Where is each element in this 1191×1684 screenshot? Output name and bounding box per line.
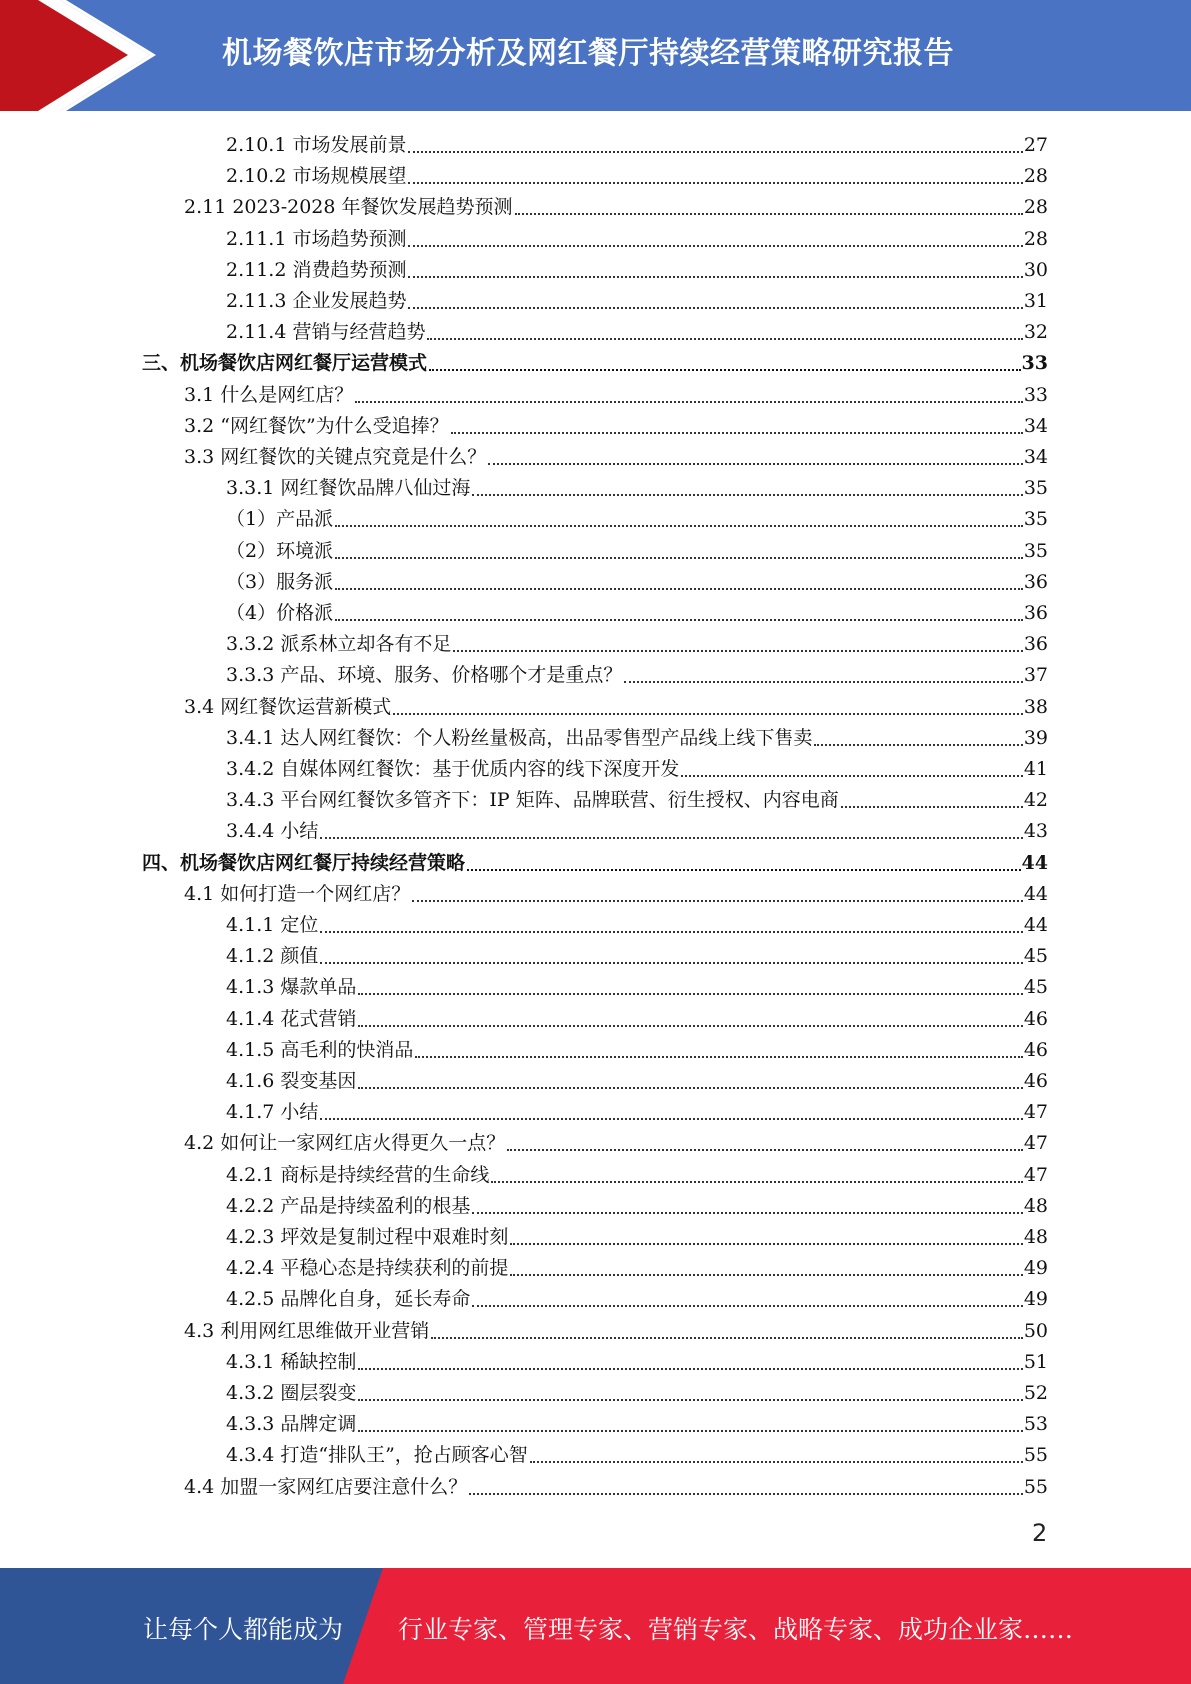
- toc-entry-page: 34: [1023, 446, 1048, 468]
- toc-entry[interactable]: [226, 1249, 1048, 1280]
- toc-entry-page: 33: [1023, 383, 1048, 406]
- toc-entry-title: 4.1 如何打造一个网红店？: [184, 882, 411, 905]
- toc-dot-leader: [320, 836, 1022, 839]
- toc-entry[interactable]: [184, 1124, 1048, 1155]
- toc-entry[interactable]: [184, 1468, 1048, 1499]
- toc-entry-page: 44: [1023, 914, 1048, 936]
- toc-entry-page: 55: [1023, 1444, 1048, 1467]
- toc-entry-title: 4.1.3 爆款单品: [226, 976, 357, 999]
- toc-entry[interactable]: [226, 1436, 1048, 1467]
- toc-entry-title: 4.2 如何让一家网红店火得更久一点？: [184, 1132, 506, 1155]
- toc-entry[interactable]: [226, 781, 1048, 812]
- toc-entry-title: 4.2.5 品牌化自身，延长寿命: [226, 1288, 471, 1311]
- toc-entry-page: 46: [1023, 1038, 1048, 1061]
- toc-entry-title: 2.11.4 营销与经营趋势: [226, 321, 426, 344]
- toc-dot-leader: [408, 244, 1022, 247]
- toc-dot-leader: [415, 1055, 1022, 1058]
- toc-entry[interactable]: [226, 251, 1048, 282]
- toc-entry[interactable]: [226, 1405, 1048, 1436]
- toc-entry[interactable]: [226, 968, 1048, 999]
- toc-entry[interactable]: [184, 376, 1048, 407]
- toc-entry-title: （2）环境派: [226, 539, 334, 562]
- toc-dot-leader: [488, 462, 1023, 465]
- page-header: [0, 0, 1191, 111]
- toc-entry[interactable]: [226, 656, 1048, 687]
- toc-dot-leader: [467, 868, 1021, 871]
- toc-entry[interactable]: [226, 563, 1048, 594]
- toc-entry-page: 46: [1023, 1070, 1048, 1092]
- toc-entry-title: 2.10.1 市场发展前景: [226, 134, 407, 156]
- toc-entry[interactable]: [226, 1374, 1048, 1405]
- toc-entry-title: 4.3.3 品牌定调: [226, 1413, 357, 1436]
- toc-entry[interactable]: [226, 469, 1048, 500]
- toc-entry-page: 48: [1023, 1226, 1048, 1248]
- toc-entry-title: 4.2.3 坪效是复制过程中艰难时刻: [226, 1226, 509, 1248]
- toc-entry-page: 43: [1023, 820, 1048, 843]
- footer-slogan-right: 行业专家、管理专家、营销专家、战略专家、成功企业家……: [398, 1615, 1074, 1644]
- toc-entry[interactable]: [226, 1031, 1048, 1062]
- toc-entry-title: 3.3 网红餐饮的关键点究竟是什么？: [184, 446, 487, 468]
- toc-dot-leader: [320, 930, 1022, 933]
- toc-entry-title: 4.1.4 花式营销: [226, 1007, 357, 1030]
- toc-entry-page: 49: [1023, 1288, 1048, 1311]
- toc-dot-leader: [408, 150, 1022, 153]
- toc-entry-title: 4.2.1 商标是持续经营的生命线: [226, 1163, 490, 1186]
- toc-entry-page: 51: [1023, 1350, 1048, 1373]
- toc-dot-leader: [355, 400, 1023, 403]
- toc-entry[interactable]: [226, 937, 1048, 968]
- toc-entry-title: （1）产品派: [226, 508, 334, 531]
- toc-entry[interactable]: [226, 625, 1048, 656]
- toc-dot-leader: [358, 992, 1022, 995]
- toc-entry-title: 3.3.3 产品、环境、服务、价格哪个才是重点？: [226, 664, 623, 687]
- toc-entry[interactable]: [226, 594, 1048, 625]
- toc-entry-title: 4.2.4 平稳心态是持续获利的前提: [226, 1257, 509, 1280]
- toc-entry[interactable]: [226, 906, 1048, 937]
- toc-entry-title: 4.3 利用网红思维做开业营销: [184, 1319, 430, 1342]
- toc-entry-page: 35: [1023, 539, 1048, 562]
- toc-entry-page: 45: [1023, 976, 1048, 999]
- toc-dot-leader: [453, 649, 1022, 652]
- toc-entry[interactable]: [184, 688, 1048, 719]
- toc-entry[interactable]: [226, 1218, 1048, 1249]
- toc-dot-leader: [320, 1117, 1022, 1120]
- toc-dot-leader: [429, 368, 1021, 371]
- toc-entry[interactable]: [226, 1280, 1048, 1311]
- footer-slogan-left: 让每个人都能成为: [143, 1615, 344, 1644]
- toc-dot-leader: [412, 899, 1023, 902]
- toc-entry-page: 36: [1023, 602, 1048, 624]
- toc-dot-leader: [320, 961, 1022, 964]
- toc-entry-page: 28: [1023, 196, 1048, 219]
- toc-entry-page: 35: [1023, 477, 1048, 500]
- toc-dot-leader: [335, 556, 1023, 559]
- toc-dot-leader: [358, 1398, 1022, 1401]
- toc-entry[interactable]: [226, 1187, 1048, 1218]
- toc-dot-leader: [624, 680, 1022, 683]
- toc-entry-page: 32: [1023, 321, 1048, 344]
- toc-entry-page: 34: [1023, 414, 1048, 437]
- toc-entry-page: 47: [1023, 1101, 1048, 1124]
- toc-entry-page: 44: [1021, 851, 1048, 874]
- toc-dot-leader: [408, 306, 1022, 309]
- toc-entry-page: 28: [1023, 165, 1048, 188]
- toc-entry-title: （4）价格派: [226, 602, 334, 624]
- toc-entry[interactable]: [226, 750, 1048, 781]
- toc-entry-page: 46: [1023, 1007, 1048, 1030]
- toc-dot-leader: [515, 212, 1023, 215]
- toc-entry-title: 2.10.2 市场规模展望: [226, 165, 407, 188]
- toc-entry-page: 36: [1023, 633, 1048, 656]
- toc-entry[interactable]: [226, 282, 1048, 313]
- toc-dot-leader: [358, 1086, 1022, 1089]
- toc-entry-title: 4.1.7 小结: [226, 1101, 319, 1124]
- toc-dot-leader: [451, 431, 1023, 434]
- toc-dot-leader: [358, 1024, 1022, 1027]
- toc-entry[interactable]: [184, 1312, 1048, 1343]
- toc-entry-page: 49: [1023, 1257, 1048, 1280]
- toc-dot-leader: [472, 1304, 1022, 1307]
- toc-entry[interactable]: [226, 126, 1048, 157]
- toc-dot-leader: [491, 1180, 1022, 1183]
- toc-dot-leader: [335, 587, 1023, 590]
- toc-dot-leader: [427, 337, 1022, 340]
- toc-entry[interactable]: [226, 1000, 1048, 1031]
- toc-entry-title: 2.11.2 消费趋势预测: [226, 258, 407, 281]
- toc-entry-title: 3.4.1 达人网红餐饮：个人粉丝量极高，出品零售型产品线上线下售卖: [226, 726, 813, 749]
- toc-entry-title: 3.1 什么是网红店？: [184, 383, 354, 406]
- toc-entry-title: 4.3.4 打造“排队王”，抢占顾客心智: [226, 1444, 528, 1467]
- toc-entry[interactable]: [142, 844, 1048, 875]
- toc-entry[interactable]: [226, 1343, 1048, 1374]
- toc-entry[interactable]: [226, 719, 1048, 750]
- toc-entry-title: 4.1.2 颜值: [226, 945, 319, 968]
- toc-entry-page: 38: [1023, 695, 1048, 718]
- toc-dot-leader: [814, 743, 1022, 746]
- toc-entry[interactable]: [226, 220, 1048, 251]
- toc-entry-page: 53: [1023, 1413, 1048, 1436]
- page-footer: [0, 1568, 1191, 1684]
- toc-entry-page: 28: [1023, 227, 1048, 250]
- toc-entry-page: 31: [1023, 290, 1048, 312]
- toc-entry[interactable]: [184, 875, 1048, 906]
- toc-dot-leader: [681, 774, 1022, 777]
- toc-entry-page: 45: [1023, 945, 1048, 968]
- toc-dot-leader: [408, 181, 1022, 184]
- toc-entry-title: 3.4.3 平台网红餐饮多管齐下：IP 矩阵、品牌联营、衍生授权、内容电商: [226, 789, 839, 812]
- toc-entry-page: 47: [1023, 1132, 1048, 1155]
- toc-entry-page: 50: [1023, 1319, 1048, 1342]
- toc-entry[interactable]: [226, 500, 1048, 531]
- toc-entry[interactable]: [226, 812, 1048, 843]
- toc-entry-page: 27: [1023, 134, 1048, 156]
- toc-entry-title: 3.3.1 网红餐饮品牌八仙过海: [226, 477, 471, 500]
- toc-dot-leader: [408, 275, 1022, 278]
- toc-entry-title: 4.3.2 圈层裂变: [226, 1382, 357, 1404]
- toc-dot-leader: [472, 1211, 1022, 1214]
- toc-entry-title: 2.11.1 市场趋势预测: [226, 227, 407, 250]
- toc-entry-page: 47: [1023, 1163, 1048, 1186]
- toc-entry-title: （3）服务派: [226, 570, 334, 593]
- toc-entry-title: 四、机场餐饮店网红餐厅持续经营策略: [142, 851, 466, 874]
- toc-entry[interactable]: [226, 1093, 1048, 1124]
- toc-entry-page: 36: [1023, 570, 1048, 593]
- toc-entry-page: 39: [1023, 726, 1048, 749]
- toc-dot-leader: [393, 712, 1023, 715]
- page-number: 2: [1032, 1519, 1048, 1547]
- toc-dot-leader: [472, 493, 1022, 496]
- toc-dot-leader: [431, 1336, 1023, 1339]
- toc-entry-title: 4.1.1 定位: [226, 914, 319, 936]
- toc-entry-page: 41: [1023, 758, 1048, 780]
- toc-dot-leader: [510, 1273, 1022, 1276]
- toc-dot-leader: [841, 805, 1023, 808]
- toc-entry-page: 37: [1023, 664, 1048, 687]
- toc-entry-title: 4.3.1 稀缺控制: [226, 1350, 357, 1373]
- toc-dot-leader: [358, 1367, 1022, 1370]
- toc-entry-title: 3.4.2 自媒体网红餐饮：基于优质内容的线下深度开发: [226, 758, 680, 780]
- toc-entry-title: 2.11 2023-2028 年餐饮发展趋势预测: [184, 196, 513, 219]
- toc-entry[interactable]: [226, 532, 1048, 563]
- toc-entry-page: 33: [1021, 352, 1048, 375]
- toc-dot-leader: [507, 1148, 1023, 1151]
- toc-dot-leader: [469, 1492, 1023, 1495]
- toc-dot-leader: [358, 1429, 1022, 1432]
- toc-entry[interactable]: [142, 344, 1048, 375]
- toc-entry-title: 三、机场餐饮店网红餐厅运营模式: [142, 352, 428, 375]
- toc-entry-title: 3.2 “网红餐饮”为什么受追捧？: [184, 414, 449, 437]
- toc-entry-page: 44: [1023, 882, 1048, 905]
- toc-entry-page: 48: [1023, 1194, 1048, 1217]
- toc-entry-title: 3.4.4 小结: [226, 820, 319, 843]
- toc-entry[interactable]: [226, 313, 1048, 344]
- toc-entry-title: 4.1.5 高毛利的快消品: [226, 1038, 414, 1061]
- toc-entry[interactable]: [226, 1156, 1048, 1187]
- toc-entry-title: 2.11.3 企业发展趋势: [226, 290, 407, 312]
- toc-dot-leader: [335, 524, 1023, 527]
- toc-entry-page: 55: [1023, 1475, 1048, 1498]
- toc-entry-page: 52: [1023, 1382, 1048, 1404]
- toc-entry-title: 4.4 加盟一家网红店要注意什么？: [184, 1475, 468, 1498]
- toc-entry-page: 35: [1023, 508, 1048, 531]
- toc-dot-leader: [335, 618, 1023, 621]
- toc-entry-title: 3.3.2 派系林立却各有不足: [226, 633, 452, 656]
- toc-dot-leader: [530, 1460, 1023, 1463]
- toc-entry-page: 30: [1023, 258, 1048, 281]
- toc-entry-title: 4.2.2 产品是持续盈利的根基: [226, 1194, 471, 1217]
- toc-entry[interactable]: [184, 438, 1048, 469]
- toc-entry-page: 42: [1023, 789, 1048, 812]
- toc-entry[interactable]: [226, 1062, 1048, 1093]
- toc-entry[interactable]: [226, 157, 1048, 188]
- toc-entry-title: 3.4 网红餐饮运营新模式: [184, 695, 392, 718]
- toc-entry[interactable]: [184, 407, 1048, 438]
- toc-entry[interactable]: [184, 188, 1048, 219]
- toc-entry-title: 4.1.6 裂变基因: [226, 1070, 357, 1092]
- report-title: 机场餐饮店市场分析及网红餐厅持续经营策略研究报告: [222, 36, 954, 71]
- toc-dot-leader: [510, 1242, 1022, 1245]
